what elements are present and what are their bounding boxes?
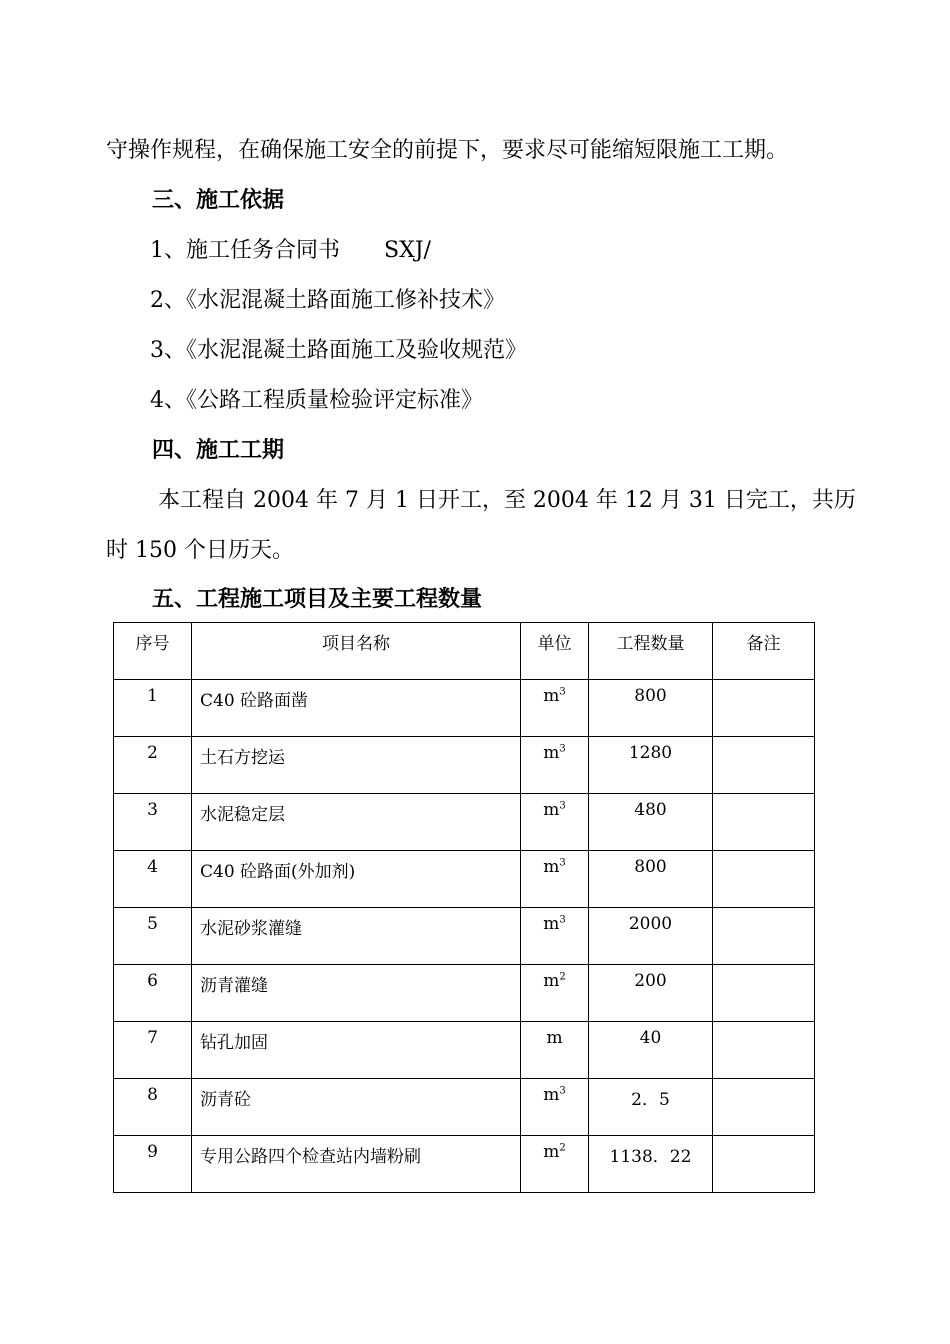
table-row [114,1022,815,1079]
cell-qty: 480 [589,794,713,851]
cell-unit: m [521,1022,589,1079]
cell-no: 3 [114,794,192,851]
table-row [114,851,815,908]
cell-no: 2 [114,737,192,794]
cell-no: 8 [114,1079,192,1136]
quantity-table [113,622,815,1193]
cell-unit: $m^2$ [521,1136,589,1193]
section-5-heading: 五、工程施工项目及主要工程数量 [152,587,483,612]
cell-unit: $m^3$ [521,794,589,851]
cell-no: 7 [114,1022,192,1079]
cell-qty: 200 [589,965,713,1022]
cell-name: 水泥稳定层 [192,794,521,851]
cell-name: 专用公路四个检查站内墙粉刷 [192,1136,521,1193]
basis-item-3: 3、《水泥混凝土路面施工及验收规范》 [150,338,527,363]
header-note: 备注 [713,623,815,680]
header-qty: 工程数量 [589,623,713,680]
table-row [114,1079,815,1136]
section-3-heading: 三、施工依据 [152,188,285,213]
cell-note [713,965,815,1022]
section-4-heading: 四、施工工期 [152,438,285,463]
schedule-line-1: 本工程自 2004 年 7 月 1 日开工，至 2004 年 12 月 31 日完工，共历 [158,488,856,513]
table-row [114,794,815,851]
cell-unit: $m^3$ [521,680,589,737]
cell-qty: 800 [589,851,713,908]
cell-qty: 800 [589,680,713,737]
cell-no: 6 [114,965,192,1022]
cell-qty: 40 [589,1022,713,1079]
table-row [114,908,815,965]
cell-no: 9 [114,1136,192,1193]
cell-unit: $m^3$ [521,1079,589,1136]
cell-note [713,794,815,851]
cell-name: 钻孔加固 [192,1022,521,1079]
cell-name: 水泥砂浆灌缝 [192,908,521,965]
header-name: 项目名称 [192,623,521,680]
table-header-row [114,623,815,680]
cell-note [713,908,815,965]
header-no: 序号 [114,623,192,680]
cell-qty: 1280 [589,737,713,794]
cell-note [713,851,815,908]
paragraph-continuation: 守操作规程，在确保施工安全的前提下，要求尽可能缩短限施工工期。 [106,138,789,163]
cell-name: 沥青砼 [192,1079,521,1136]
cell-name: 土石方挖运 [192,737,521,794]
table-row [114,737,815,794]
cell-note [713,1022,815,1079]
cell-qty: 2．5 [589,1079,713,1136]
basis-item-2: 2、《水泥混凝土路面施工修补技术》 [150,288,505,313]
cell-note [713,1079,815,1136]
cell-no: 5 [114,908,192,965]
cell-name: C40 砼路面凿 [192,680,521,737]
header-unit: 单位 [521,623,589,680]
cell-qty: 2000 [589,908,713,965]
cell-note [713,1136,815,1193]
table-row [114,1136,815,1193]
cell-name: C40 砼路面(外加剂) [192,851,521,908]
cell-qty: 1138．22 [589,1136,713,1193]
cell-note [713,680,815,737]
table-row [114,680,815,737]
cell-unit: $m^3$ [521,737,589,794]
cell-no: 1 [114,680,192,737]
cell-unit: $m^3$ [521,851,589,908]
table-row [114,965,815,1022]
basis-item-1: 1、施工任务合同书 SXJ/ [150,238,431,263]
basis-item-4: 4、《公路工程质量检验评定标准》 [150,388,483,413]
cell-no: 4 [114,851,192,908]
cell-note [713,737,815,794]
cell-unit: $m^3$ [521,908,589,965]
cell-unit: $m^2$ [521,965,589,1022]
schedule-line-2: 时 150 个日历天。 [106,538,294,563]
cell-name: 沥青灌缝 [192,965,521,1022]
